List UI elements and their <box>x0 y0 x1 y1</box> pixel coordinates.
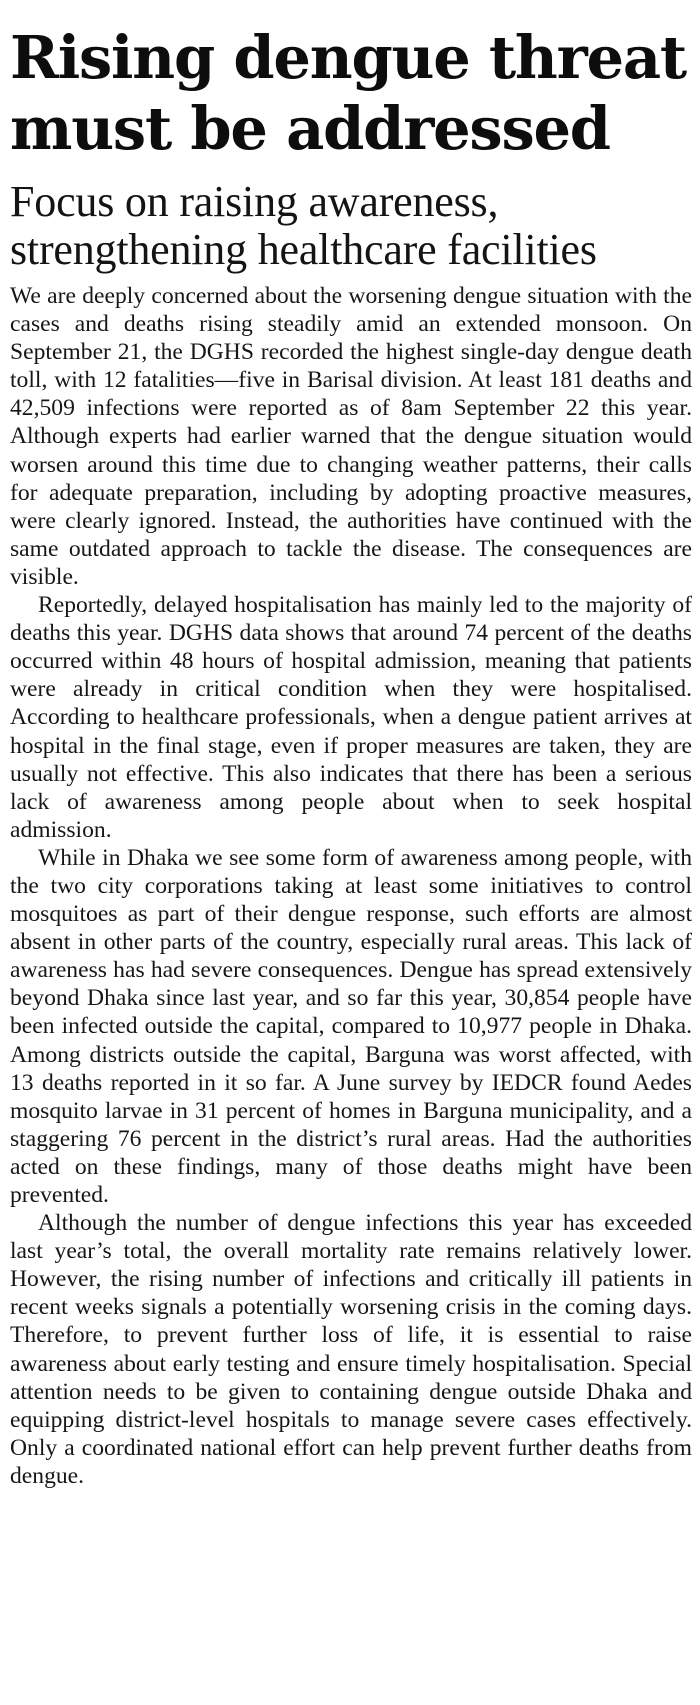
headline: Rising dengue threat must be addressed <box>10 23 686 163</box>
paragraph-4: Although the number of dengue infections this year has exceeded last year’s total, the overall mortality rate remains relatively lower. However, the rising number of infections and critically ill patients in recent weeks signals a potentially worsening crisis in the coming days. Therefore, to prevent further loss of life, it is essential to raise awareness about early testing and ensure timely hospitalisation. Special attention needs to be given to containing dengue outside Dhaka and equipping district-level hospitals to manage severe cases effectively. Only a coordinated national effort can help prevent further deaths from dengue. <box>10 1210 692 1489</box>
paragraph-2: Reportedly, delayed hospitalisation has mainly led to the majority of deaths this year. DGHS data shows that around 74 percent of the deaths occurred within 48 hours of hospital admission, meaning that patients were already in critical condition when they were hospitalised. According to healthcare professionals, when a dengue patient arrives at hospital in the final stage, even if proper measures are taken, they are usually not effective. This also indicates that there has been a serious lack of awareness among people about when to seek hospital admission. <box>10 592 692 843</box>
subheadline: Focus on raising awareness, strengthening healthcare facilities <box>10 177 597 274</box>
paragraph-3: While in Dhaka we see some form of awareness among people, with the two city corporations taking at least some initiatives to control mosquitoes as part of their dengue response, such efforts are almost absent in other parts of the country, especially rural areas. This lack of awareness has had severe consequences. Dengue has spread extensively beyond Dhaka since last year, and so far this year, 30,854 people have been infected outside the capital, compared to 10,977 people in Dhaka. Among districts outside the capital, Barguna was worst affected, with 13 deaths reported in it so far. A June survey by IEDCR found Aedes mosquito larvae in 31 percent of homes in Barguna municipality, and a staggering 76 percent in the district’s rural areas. Had the authorities acted on these findings, many of those deaths might have been prevented. <box>10 844 692 1208</box>
article-body <box>10 282 692 1490</box>
paragraph-1: We are deeply concerned about the worsening dengue situation with the cases and deaths rising steadily amid an extended monsoon. On September 21, the DGHS recorded the highest single-day dengue death toll, with 12 fatalities—five in Barisal division. At least 181 deaths and 42,509 infections were reported as of 8am September 22 this year. Although experts had earlier warned that the dengue situation would worsen around this time due to changing weather patterns, their calls for adequate preparation, including by adopting proactive measures, were clearly ignored. Instead, the authorities have continued with the same outdated approach to tackle the disease. The consequences are visible. <box>10 283 692 590</box>
